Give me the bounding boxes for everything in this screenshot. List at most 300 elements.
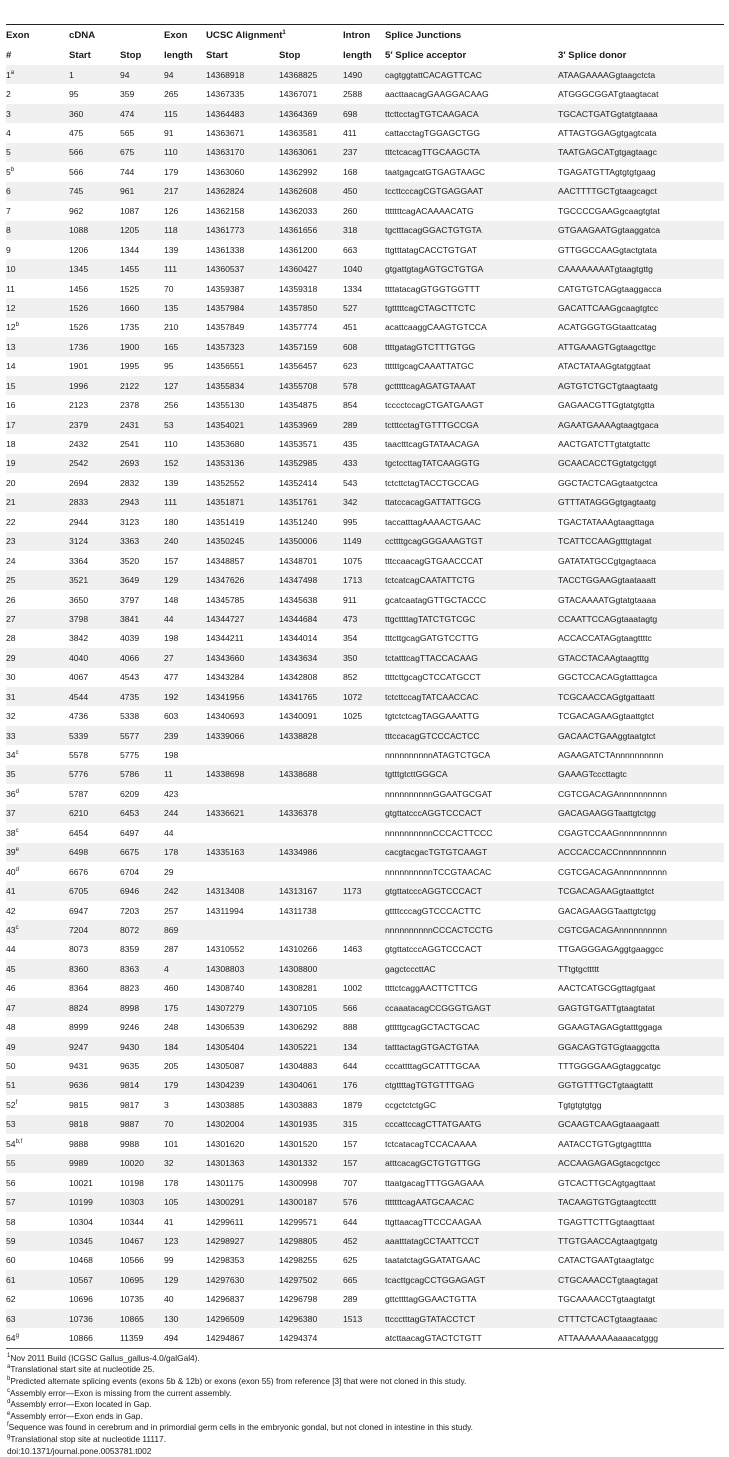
cell-exon-length: 101: [164, 1134, 206, 1153]
cell-exon-num: 56: [6, 1173, 69, 1192]
cell-ucsc-start: 14297630: [206, 1270, 279, 1289]
header-ucsc-stop: Stop: [279, 49, 301, 61]
cell-cdna-start: 10736: [69, 1309, 120, 1328]
cell-cdna-stop: 3841: [120, 609, 164, 628]
table-row: [6, 143, 724, 162]
cell-ucsc-stop: 14296798: [279, 1290, 343, 1309]
cell-ucsc-stop: 14298805: [279, 1231, 343, 1250]
cell-splice-donor: CAAAAAAAATgtaagtgttg: [558, 259, 724, 278]
cell-splice-acceptor: nnnnnnnnnnCCCACTTCCC: [385, 823, 558, 842]
cell-splice-donor: TCGACAGAAGgtaattgtct: [558, 881, 724, 900]
cell-exon-length: 265: [164, 84, 206, 103]
cell-ucsc-stop: 14305221: [279, 1037, 343, 1056]
cell-cdna-start: 10345: [69, 1231, 120, 1250]
cell-exon-length: 152: [164, 454, 206, 473]
cell-exon-length: 115: [164, 104, 206, 123]
cell-exon-length: 460: [164, 979, 206, 998]
cell-exon-num: 12: [6, 298, 69, 317]
cell-ucsc-stop: 14368825: [279, 65, 343, 84]
cell-ucsc-start: 14355130: [206, 395, 279, 414]
table-row: [6, 706, 724, 725]
cell-ucsc-stop: 14353969: [279, 415, 343, 434]
cell-splice-acceptor: aacttaacagGAAGGACAAG: [385, 84, 558, 103]
cell-ucsc-stop: 14340091: [279, 706, 343, 725]
cell-cdna-start: 3842: [69, 629, 120, 648]
table-row: [6, 1134, 724, 1153]
cell-ucsc-start: 14347626: [206, 570, 279, 589]
cell-splice-donor: ACATGGGTGGtaattcatag: [558, 318, 724, 337]
cell-ucsc-stop: 14297502: [279, 1270, 343, 1289]
cell-exon-length: 180: [164, 512, 206, 531]
cell-exon-num: 6: [6, 182, 69, 201]
cell-intron-length: 707: [343, 1173, 385, 1192]
header-cdna-stop: Stop: [120, 49, 142, 61]
cell-exon-length: 130: [164, 1309, 206, 1328]
cell-exon-num: 26: [6, 590, 69, 609]
cell-cdna-start: 2379: [69, 415, 120, 434]
cell-exon-length: 239: [164, 726, 206, 745]
cell-exon-length: 179: [164, 1076, 206, 1095]
cell-intron-length: [343, 901, 385, 920]
cell-cdna-start: 9818: [69, 1115, 120, 1134]
cell-splice-acceptor: aaatttatagCCTAATTCCT: [385, 1231, 558, 1250]
cell-splice-acceptor: nnnnnnnnnnCCCACTCCTG: [385, 920, 558, 939]
cell-ucsc-stop: 14354875: [279, 395, 343, 414]
cell-splice-acceptor: tctcatacagTCCACAAAA: [385, 1134, 558, 1153]
cell-cdna-start: 6454: [69, 823, 120, 842]
table-row: [6, 259, 724, 278]
cell-ucsc-start: [206, 862, 279, 881]
table-row: [6, 648, 724, 667]
cell-cdna-start: 9247: [69, 1037, 120, 1056]
cell-splice-acceptor: tctcatcagCAATATTCTG: [385, 570, 558, 589]
cell-cdna-start: 10567: [69, 1270, 120, 1289]
cell-cdna-start: 95: [69, 84, 120, 103]
cell-cdna-stop: 2693: [120, 454, 164, 473]
cell-exon-length: 53: [164, 415, 206, 434]
cell-cdna-start: 2944: [69, 512, 120, 531]
table-row: [6, 182, 724, 201]
table-row: [6, 862, 724, 881]
cell-splice-donor: GTACCTACAAgtaagtttg: [558, 648, 724, 667]
cell-cdna-start: 1: [69, 65, 120, 84]
cell-intron-length: 1173: [343, 881, 385, 900]
cell-splice-donor: GATATATGCCgtgagtaaca: [558, 551, 724, 570]
footnote-mark: f: [15, 1100, 18, 1107]
cell-cdna-start: 4067: [69, 668, 120, 687]
cell-exon-length: 129: [164, 1270, 206, 1289]
cell-exon-num: 8: [6, 221, 69, 240]
cell-cdna-start: 8999: [69, 1017, 120, 1036]
cell-intron-length: 1075: [343, 551, 385, 570]
cell-intron-length: 888: [343, 1017, 385, 1036]
table-row: [6, 415, 724, 434]
cell-ucsc-start: 14301175: [206, 1173, 279, 1192]
cell-exon-num: 30: [6, 668, 69, 687]
cell-ucsc-start: 14360537: [206, 259, 279, 278]
cell-exon-length: 27: [164, 648, 206, 667]
cell-cdna-stop: 2378: [120, 395, 164, 414]
cell-cdna-start: 8073: [69, 940, 120, 959]
cell-splice-acceptor: tctcttctagTACCTGCCAG: [385, 473, 558, 492]
cell-splice-donor: CGTCGACAGAnnnnnnnnnn: [558, 920, 724, 939]
cell-exon-num: 46: [6, 979, 69, 998]
cell-exon-num: 27: [6, 609, 69, 628]
footnote-mark: a: [10, 69, 15, 76]
cell-cdna-start: 9431: [69, 1056, 120, 1075]
cell-exon-length: 178: [164, 1173, 206, 1192]
cell-exon-num: 36$^d$: [6, 784, 69, 803]
bottom-rule: [6, 1348, 724, 1349]
cell-cdna-stop: 1995: [120, 357, 164, 376]
table-row: [6, 123, 724, 142]
cell-cdna-start: 2542: [69, 454, 120, 473]
cell-exon-length: 95: [164, 357, 206, 376]
cell-intron-length: 527: [343, 298, 385, 317]
cell-exon-length: 157: [164, 551, 206, 570]
table-row: [6, 784, 724, 803]
cell-cdna-stop: 359: [120, 84, 164, 103]
cell-cdna-start: 9989: [69, 1154, 120, 1173]
cell-exon-length: 287: [164, 940, 206, 959]
cell-ucsc-stop: 14307105: [279, 998, 343, 1017]
cell-splice-acceptor: cacgtacgacTGTGTCAAGT: [385, 843, 558, 862]
table-body: [6, 65, 724, 1348]
cell-exon-num: 49: [6, 1037, 69, 1056]
cell-splice-acceptor: ttttatacagGTGGTGGTTT: [385, 279, 558, 298]
cell-ucsc-start: 14362824: [206, 182, 279, 201]
cell-splice-donor: AACTGATCTTgtatgtattc: [558, 434, 724, 453]
table-header: [6, 25, 724, 65]
cell-exon-num: 47: [6, 998, 69, 1017]
cell-intron-length: 1879: [343, 1095, 385, 1114]
table-row: [6, 1309, 724, 1328]
cell-cdna-start: 3798: [69, 609, 120, 628]
cell-splice-donor: TGAGATGTTAgtgtgtgaag: [558, 162, 724, 181]
table-row: [6, 434, 724, 453]
cell-ucsc-start: 14357323: [206, 337, 279, 356]
table-row: [6, 512, 724, 531]
table-row: [6, 668, 724, 687]
cell-ucsc-stop: 14308281: [279, 979, 343, 998]
cell-cdna-stop: 10735: [120, 1290, 164, 1309]
footnote-mark: d: [15, 789, 19, 796]
cell-splice-donor: GAAAGTcccttagtc: [558, 765, 724, 784]
cell-ucsc-stop: 14304883: [279, 1056, 343, 1075]
cell-splice-acceptor: gttttcccagGTCCCACTTC: [385, 901, 558, 920]
cell-ucsc-start: 14350245: [206, 532, 279, 551]
table-row: [6, 1212, 724, 1231]
cell-ucsc-start: [206, 920, 279, 939]
header-ucsc: UCSC Alignment$^1$: [206, 29, 286, 41]
cell-intron-length: 2588: [343, 84, 385, 103]
cell-exon-length: 198: [164, 629, 206, 648]
footnote: $^g$Translational stop site at nucleotide 11117.: [7, 1434, 166, 1445]
cell-ucsc-stop: 14300187: [279, 1192, 343, 1211]
cell-exon-length: 210: [164, 318, 206, 337]
cell-ucsc-stop: 14338688: [279, 765, 343, 784]
cell-splice-donor: TGACTATAAAgtaagttaga: [558, 512, 724, 531]
cell-splice-donor: ATTAAAAAAAaaaacatggg: [558, 1328, 724, 1347]
footnote-mark: d: [15, 866, 19, 873]
table-row: [6, 1192, 724, 1211]
table-row: [6, 823, 724, 842]
cell-exon-num: 50: [6, 1056, 69, 1075]
cell-exon-length: 148: [164, 590, 206, 609]
cell-exon-num: 13: [6, 337, 69, 356]
cell-exon-length: 175: [164, 998, 206, 1017]
cell-cdna-stop: 675: [120, 143, 164, 162]
cell-cdna-start: 5339: [69, 726, 120, 745]
cell-cdna-stop: 10566: [120, 1251, 164, 1270]
cell-ucsc-stop: 14301332: [279, 1154, 343, 1173]
cell-splice-donor: ATTAGTGGAGgtgagtcata: [558, 123, 724, 142]
cell-exon-num: 34$^c$: [6, 745, 69, 764]
cell-exon-length: 240: [164, 532, 206, 551]
table-row: [6, 493, 724, 512]
table-row: [6, 532, 724, 551]
table-row: [6, 1328, 724, 1347]
cell-exon-length: 165: [164, 337, 206, 356]
cell-exon-length: 118: [164, 221, 206, 240]
cell-exon-length: 179: [164, 162, 206, 181]
cell-cdna-start: 1345: [69, 259, 120, 278]
cell-intron-length: 1490: [343, 65, 385, 84]
cell-ucsc-stop: [279, 862, 343, 881]
cell-splice-donor: TCATTCCAAGgtttgtagat: [558, 532, 724, 551]
cell-splice-donor: ATACTATAAGgtatggtaat: [558, 357, 724, 376]
cell-intron-length: 608: [343, 337, 385, 356]
table-row: [6, 1037, 724, 1056]
cell-ucsc-stop: 14363581: [279, 123, 343, 142]
cell-splice-acceptor: cagtggtattCACAGTTCAC: [385, 65, 558, 84]
cell-splice-donor: GACATTCAAGgcaagtgtcc: [558, 298, 724, 317]
cell-cdna-stop: 6704: [120, 862, 164, 881]
cell-exon-length: 869: [164, 920, 206, 939]
table-row: [6, 318, 724, 337]
cell-splice-donor: GCAAGTCAAGgtaaagaatt: [558, 1115, 724, 1134]
cell-cdna-start: 475: [69, 123, 120, 142]
cell-splice-acceptor: tcccctccagCTGATGAAGT: [385, 395, 558, 414]
cell-exon-num: 28: [6, 629, 69, 648]
cell-splice-acceptor: ctgttttagTGTGTTTGAG: [385, 1076, 558, 1095]
cell-ucsc-start: 14352552: [206, 473, 279, 492]
cell-exon-num: 64$^g$: [6, 1328, 69, 1347]
cell-ucsc-start: 14351419: [206, 512, 279, 531]
table-row: [6, 881, 724, 900]
cell-intron-length: 644: [343, 1056, 385, 1075]
table-row: [6, 570, 724, 589]
table-row: [6, 1017, 724, 1036]
cell-cdna-start: 5578: [69, 745, 120, 764]
cell-splice-acceptor: ttccctttagGTATACCTCT: [385, 1309, 558, 1328]
cell-exon-num: 14: [6, 357, 69, 376]
cell-ucsc-stop: 14344684: [279, 609, 343, 628]
cell-exon-num: 33: [6, 726, 69, 745]
cell-splice-acceptor: gtttttgcagGCTACTGCAC: [385, 1017, 558, 1036]
cell-splice-donor: GAGTGTGATTgtaagtatat: [558, 998, 724, 1017]
footnote-mark: e: [15, 847, 19, 854]
cell-cdna-start: 1088: [69, 221, 120, 240]
cell-splice-donor: TACCTGGAAGgtaataaatt: [558, 570, 724, 589]
cell-splice-donor: AGAATGAAAAgtaagtgaca: [558, 415, 724, 434]
table-row: [6, 395, 724, 414]
cell-exon-num: 29: [6, 648, 69, 667]
exon-table: [6, 25, 724, 1348]
cell-exon-num: 22: [6, 512, 69, 531]
footnote-mark: c: [15, 827, 19, 834]
footnote-mark: b: [15, 322, 19, 329]
table-row: [6, 1290, 724, 1309]
footnote-mark: g: [15, 1333, 19, 1340]
cell-splice-donor: GGCTCCACAGgtatttagca: [558, 668, 724, 687]
cell-cdna-stop: 1087: [120, 201, 164, 220]
cell-exon-length: 129: [164, 570, 206, 589]
cell-cdna-start: 8364: [69, 979, 120, 998]
cell-splice-donor: TGCCCCGAAGgcaagtgtat: [558, 201, 724, 220]
cell-ucsc-stop: 14361200: [279, 240, 343, 259]
cell-splice-acceptor: ccgctctctgGC: [385, 1095, 558, 1114]
cell-ucsc-start: [206, 823, 279, 842]
cell-intron-length: 157: [343, 1154, 385, 1173]
cell-ucsc-start: 14357984: [206, 298, 279, 317]
cell-ucsc-stop: [279, 823, 343, 842]
header-splice-junctions: Splice Junctions: [385, 29, 462, 41]
cell-exon-num: 38$^c$: [6, 823, 69, 842]
cell-splice-acceptor: ttttctcaggAACTTCTTCG: [385, 979, 558, 998]
table-row: [6, 279, 724, 298]
cell-splice-donor: GAGAACGTTGgtatgtgtta: [558, 395, 724, 414]
cell-ucsc-stop: 14334986: [279, 843, 343, 862]
cell-splice-donor: AACTCATGCGgttagtgaat: [558, 979, 724, 998]
table-row: [6, 104, 724, 123]
cell-exon-length: 192: [164, 687, 206, 706]
table-row: [6, 1056, 724, 1075]
cell-intron-length: 1149: [343, 532, 385, 551]
cell-cdna-stop: 10020: [120, 1154, 164, 1173]
cell-splice-acceptor: tttccacagGTCCCACTCC: [385, 726, 558, 745]
cell-cdna-start: 6947: [69, 901, 120, 920]
cell-exon-num: 43$^c$: [6, 920, 69, 939]
cell-exon-length: 494: [164, 1328, 206, 1347]
cell-exon-num: 57: [6, 1192, 69, 1211]
cell-exon-num: 37: [6, 804, 69, 823]
cell-exon-length: 40: [164, 1290, 206, 1309]
cell-cdna-start: 1206: [69, 240, 120, 259]
cell-cdna-stop: 9635: [120, 1056, 164, 1075]
cell-exon-num: 25: [6, 570, 69, 589]
cell-ucsc-stop: 14351761: [279, 493, 343, 512]
cell-cdna-stop: 9246: [120, 1017, 164, 1036]
cell-intron-length: 1334: [343, 279, 385, 298]
cell-ucsc-stop: 14306292: [279, 1017, 343, 1036]
cell-cdna-stop: 6946: [120, 881, 164, 900]
cell-exon-num: 45: [6, 959, 69, 978]
cell-intron-length: 911: [343, 590, 385, 609]
cell-exon-length: 135: [164, 298, 206, 317]
cell-splice-donor: GTCACTTGCAgtgagttaat: [558, 1173, 724, 1192]
cell-intron-length: 995: [343, 512, 385, 531]
table-row: [6, 298, 724, 317]
cell-exon-num: 39e: [6, 843, 69, 862]
table-row: [6, 1173, 724, 1192]
cell-ucsc-start: 14301620: [206, 1134, 279, 1153]
cell-intron-length: [343, 726, 385, 745]
footnote: $^c$Assembly error—Exon is missing from the current assembly.: [7, 1387, 232, 1398]
table-row: [6, 65, 724, 84]
cell-cdna-stop: 2122: [120, 376, 164, 395]
cell-exon-num: 62: [6, 1290, 69, 1309]
cell-ucsc-stop: 14360427: [279, 259, 343, 278]
cell-splice-donor: CATGTGTCAGgtaaggacca: [558, 279, 724, 298]
cell-cdna-stop: 6675: [120, 843, 164, 862]
cell-ucsc-start: 14339066: [206, 726, 279, 745]
cell-cdna-stop: 8823: [120, 979, 164, 998]
cell-splice-acceptor: atcttaacagGTACTCTGTT: [385, 1328, 558, 1347]
cell-ucsc-stop: 14347498: [279, 570, 343, 589]
cell-ucsc-stop: 14364369: [279, 104, 343, 123]
cell-splice-acceptor: tctatttcagTTACCACAAG: [385, 648, 558, 667]
cell-cdna-start: 5787: [69, 784, 120, 803]
cell-cdna-start: 1456: [69, 279, 120, 298]
cell-cdna-stop: 4066: [120, 648, 164, 667]
table-row: [6, 240, 724, 259]
cell-splice-donor: GGAAGTAGAGgtatttggaga: [558, 1017, 724, 1036]
cell-intron-length: 625: [343, 1251, 385, 1270]
cell-exon-length: 244: [164, 804, 206, 823]
cell-intron-length: 450: [343, 182, 385, 201]
header-intron: Intron: [343, 29, 371, 41]
cell-cdna-stop: 9430: [120, 1037, 164, 1056]
cell-splice-acceptor: tatttactagGTGACTGTAA: [385, 1037, 558, 1056]
cell-exon-length: 99: [164, 1251, 206, 1270]
cell-exon-length: 603: [164, 706, 206, 725]
cell-cdna-stop: 10198: [120, 1173, 164, 1192]
cell-ucsc-start: 14305404: [206, 1037, 279, 1056]
cell-intron-length: [343, 765, 385, 784]
cell-splice-donor: CATACTGAATgtaagtatgc: [558, 1251, 724, 1270]
cell-splice-donor: TGAGTTCTTGgtaagttaat: [558, 1212, 724, 1231]
cell-cdna-start: 6498: [69, 843, 120, 862]
cell-intron-length: 1040: [343, 259, 385, 278]
cell-splice-donor: ACCCACCACCnnnnnnnnnn: [558, 843, 724, 862]
cell-exon-num: 31: [6, 687, 69, 706]
cell-splice-donor: ACCAAGAGAGgtacgctgcc: [558, 1154, 724, 1173]
cell-splice-acceptor: cccattccagCTTATGAATG: [385, 1115, 558, 1134]
cell-exon-length: 91: [164, 123, 206, 142]
cell-ucsc-start: 14348857: [206, 551, 279, 570]
cell-intron-length: 1713: [343, 570, 385, 589]
table-row: [6, 473, 724, 492]
cell-intron-length: 623: [343, 357, 385, 376]
footnote-mark: c: [15, 750, 19, 757]
cell-splice-acceptor: acattcaaggCAAGTGTCCA: [385, 318, 558, 337]
cell-ucsc-start: 14301363: [206, 1154, 279, 1173]
cell-exon-length: 111: [164, 259, 206, 278]
cell-cdna-stop: 744: [120, 162, 164, 181]
table-row: [6, 609, 724, 628]
cell-cdna-start: 1996: [69, 376, 120, 395]
cell-exon-num: 7: [6, 201, 69, 220]
cell-cdna-stop: 1660: [120, 298, 164, 317]
cell-cdna-stop: 4543: [120, 668, 164, 687]
cell-ucsc-stop: 14343634: [279, 648, 343, 667]
cell-intron-length: [343, 862, 385, 881]
cell-splice-acceptor: ttgcttttagTATCTGTCGC: [385, 609, 558, 628]
cell-exon-length: 70: [164, 279, 206, 298]
cell-splice-donor: AATACCTGTGgtgagtttta: [558, 1134, 724, 1153]
cell-cdna-stop: 5775: [120, 745, 164, 764]
